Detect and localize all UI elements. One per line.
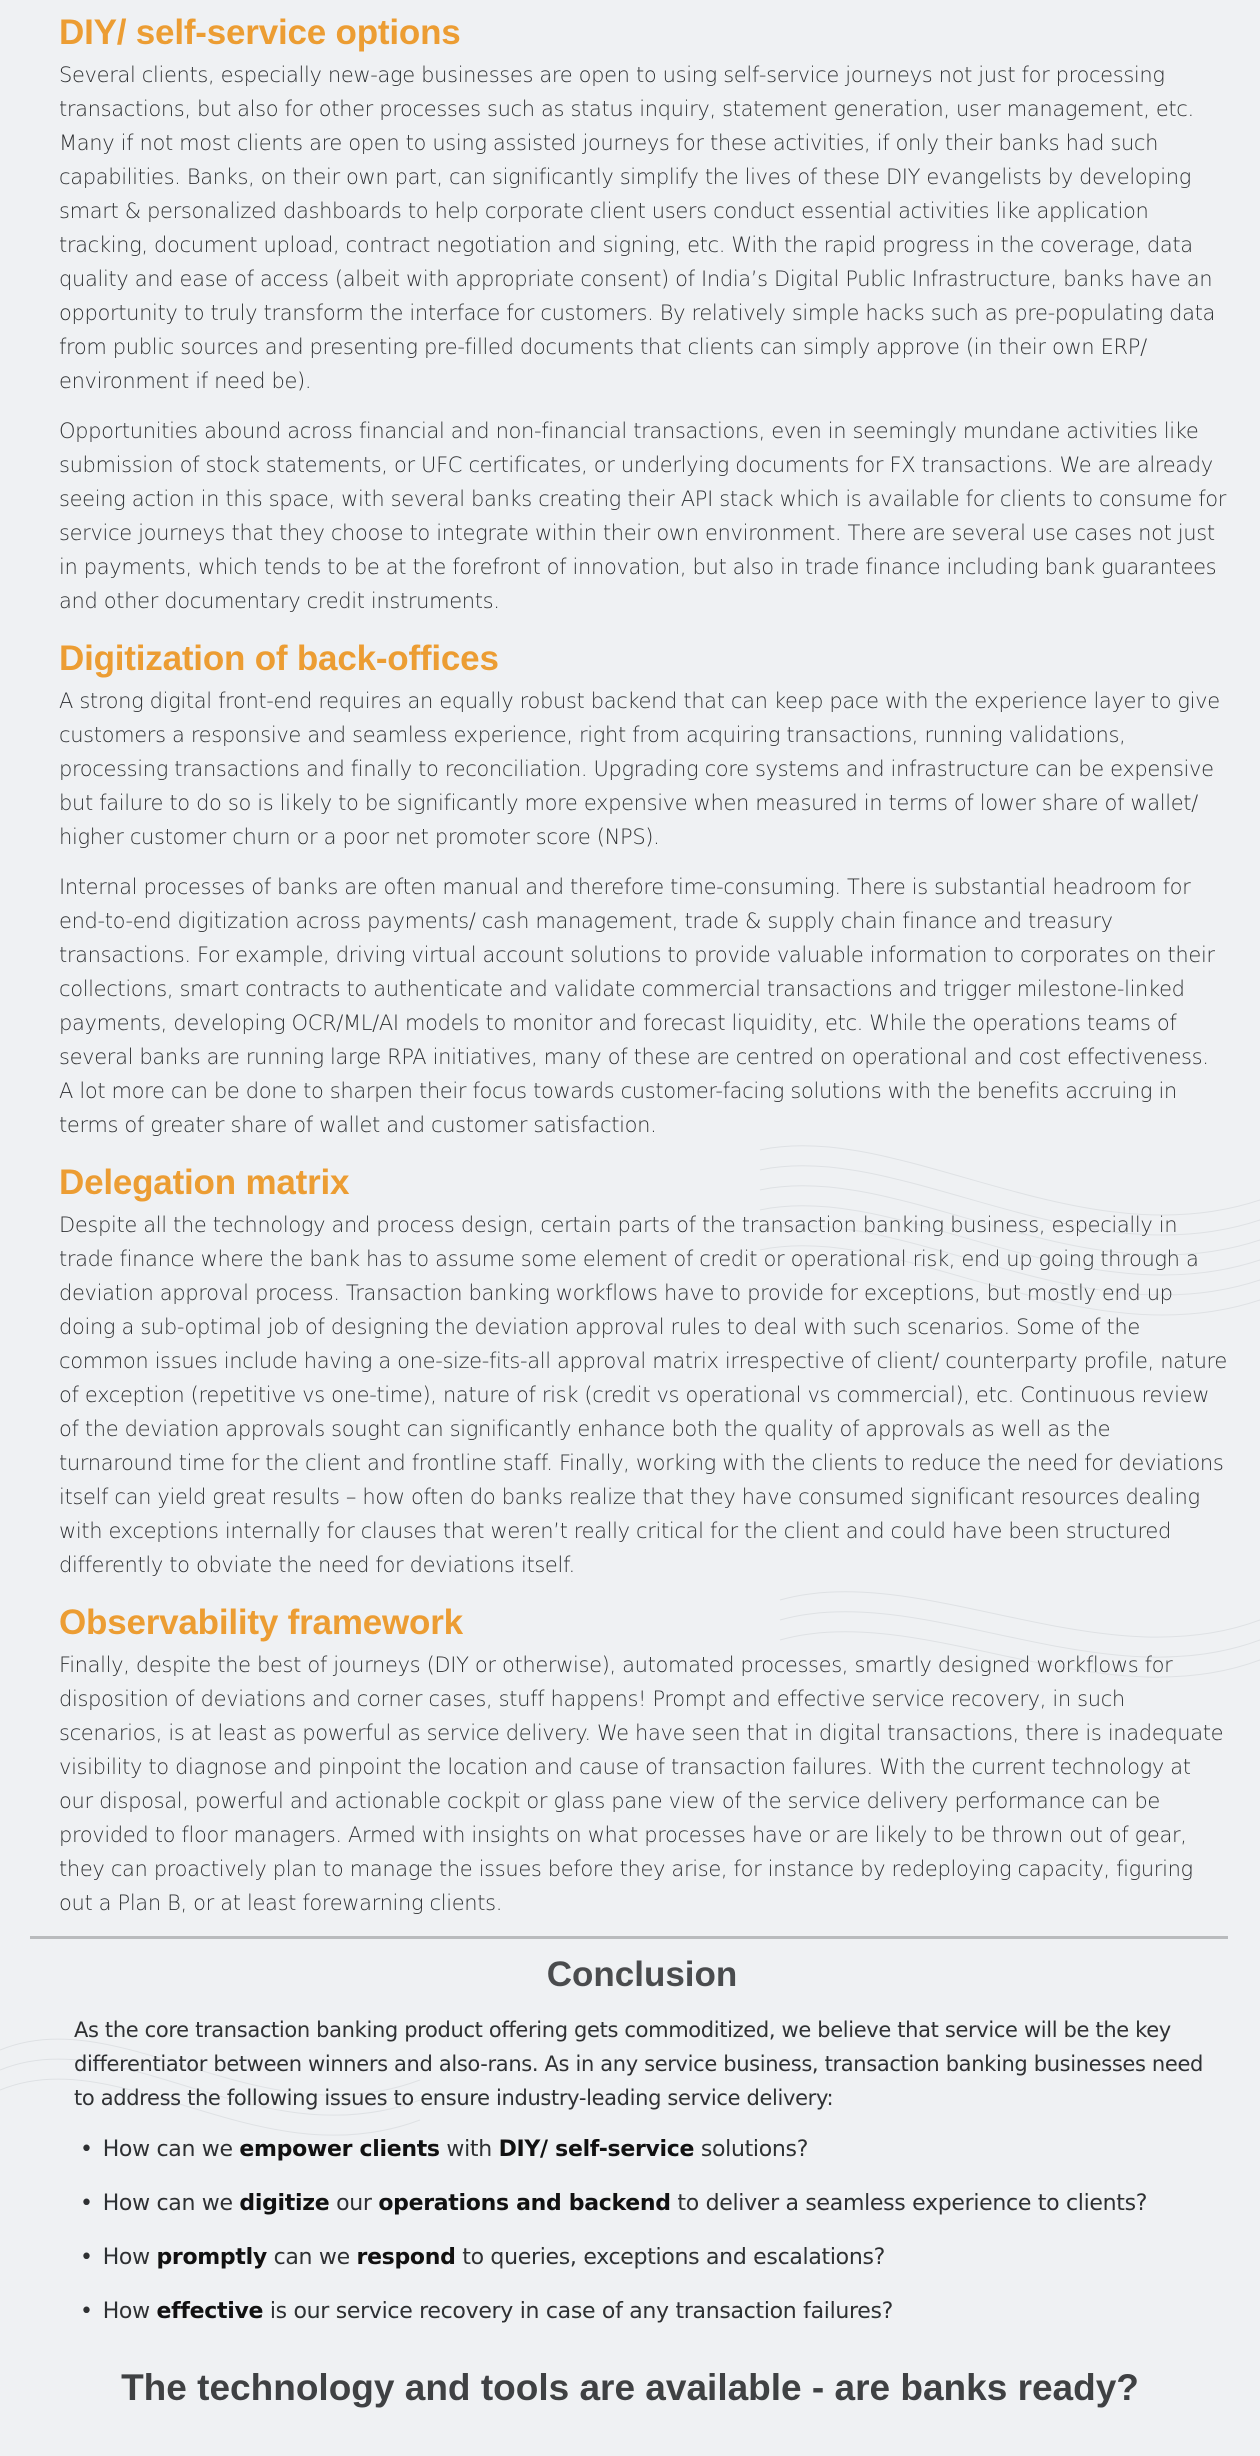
question-list	[74, 2133, 1210, 2329]
diy-paragraph-1: Several clients, especially new-age businesses are open to using self-service journeys not just for processing transactions, but also for other processes such as status inquiry, statement generation, user management, etc. Many if not most clients are open to using assisted journeys for these activities, if only their banks had such capabilities. Banks, on their own part, can significantly simplify the lives of these DIY evangelists by developing smart & personalized dashboards to help corporate client users conduct essential activities like application tracking, document upload, contract negotiation and signing, etc. With the rapid progress in the coverage, data quality and ease of access (albeit with appropriate consent) of India’s Digital Public Infrastructure, banks have an opportunity to truly transform the interface for customers. By relatively simple hacks such as pre-populating data from public sources and presenting pre-filled documents that clients can simply approve (in their own ERP/ environment if need be).	[59, 63, 1216, 393]
list-item: • How promptly can we respond to queries, exceptions and escalations?	[80, 2241, 1210, 2275]
digitization-paragraph-1: A strong digital front-end requires an equally robust backend that can keep pace with the experience layer to give customers a responsive and seamless experience, right from acquiring transactions, running validations, processing transactions and finally to reconciliation. Upgrading core systems and infrastructure can be expensive but failure to do so is likely to be significantly more expensive when measured in terms of lower share of wallet/ higher customer churn or a poor net promoter score (NPS).	[59, 689, 1220, 849]
section-heading-observability: Observability framework	[59, 1603, 463, 1642]
closing-statement: The technology and tools are available - are banks ready?	[121, 2367, 1139, 2408]
conclusion-section	[0, 1949, 1260, 2329]
conclusion-heading: Conclusion	[546, 1955, 738, 1994]
divider	[30, 1936, 1228, 1939]
list-item: • How can we digitize our operations and backend to deliver a seamless experience to clients?	[80, 2187, 1210, 2221]
list-item: • How can we empower clients with DIY/ self-service solutions?	[80, 2133, 1210, 2167]
delegation-paragraph: Despite all the technology and process design, certain parts of the transaction banking business, especially in trade finance where the bank has to assume some element of credit or operational risk, end up going through a deviation approval process. Transaction banking workflows have to provide for exceptions, but mostly end up doing a sub-optimal job of designing the deviation approval rules to deal with such scenarios. Some of the common issues include having a one-size-fits-all approval matrix irrespective of client/ counterparty profile, nature of exception (repetitive vs one-time), nature of risk (credit vs operational vs commercial), etc. Continuous review of the deviation approvals sought can significantly enhance both the quality of approvals as well as the turnaround time for the client and frontline staff. Finally, working with the clients to reduce the need for deviations itself can yield great results – how often do banks realize that they have consumed significant resources dealing with exceptions internally for clauses that weren’t really critical for the client and could have been structured differently to obviate the need for deviations itself.	[59, 1213, 1227, 1577]
section-heading-diy: DIY/ self-service options	[59, 13, 461, 52]
diy-paragraph-2: Opportunities abound across financial and non-financial transactions, even in seemingly mundane activities like submission of stock statements, or UFC certificates, or underlying documents for FX transactions. We are already seeing action in this space, with several banks creating their API stack which is available for clients to consume for service journeys that they choose to integrate within their own environment. There are several use cases not just in payments, which tends to be at the forefront of innovation, but also in trade finance including bank guarantees and other documentary credit instruments.	[59, 419, 1227, 613]
section-heading-delegation: Delegation matrix	[59, 1163, 350, 1202]
observability-paragraph: Finally, despite the best of journeys (DIY or otherwise), automated processes, smartly designed workflows for disposition of deviations and corner cases, stuff happens! Prompt and effective service recovery, in such scenarios, is at least as powerful as service delivery. We have seen that in digital transactions, there is inadequate visibility to diagnose and pinpoint the location and cause of transaction failures. With the current technology at our disposal, powerful and actionable cockpit or glass pane view of the service delivery performance can be provided to floor managers. Armed with insights on what processes have or are likely to be thrown out of gear, they can proactively plan to manage the issues before they arise, for instance by redeploying capacity, figuring out a Plan B, or at least forewarning clients.	[59, 1653, 1224, 1915]
digitization-paragraph-2: Internal processes of banks are often manual and therefore time-consuming. There is substantial headroom for end-to-end digitization across payments/ cash management, trade & supply chain finance and treasury transactions. For example, driving virtual account solutions to provide valuable information to corporates on their collections, smart contracts to authenticate and validate commercial transactions and trigger milestone-linked payments, developing OCR/ML/AI models to monitor and forecast liquidity, etc. While the operations teams of several banks are running large RPA initiatives, many of these are centred on operational and cost effectiveness. A lot more can be done to sharpen their focus towards customer-facing solutions with the benefits accruing in terms of greater share of wallet and customer satisfaction.	[59, 875, 1215, 1137]
section-heading-digitization: Digitization of back-offices	[59, 639, 499, 678]
conclusion-intro: As the core transaction banking product offering gets commoditized, we believe that service will be the key differentiator between winners and also-rans. As in any service business, transaction banking businesses need to address the following issues to ensure industry-leading service delivery:	[74, 2018, 1204, 2110]
list-item: • How effective is our service recovery in case of any transaction failures?	[80, 2295, 1210, 2329]
